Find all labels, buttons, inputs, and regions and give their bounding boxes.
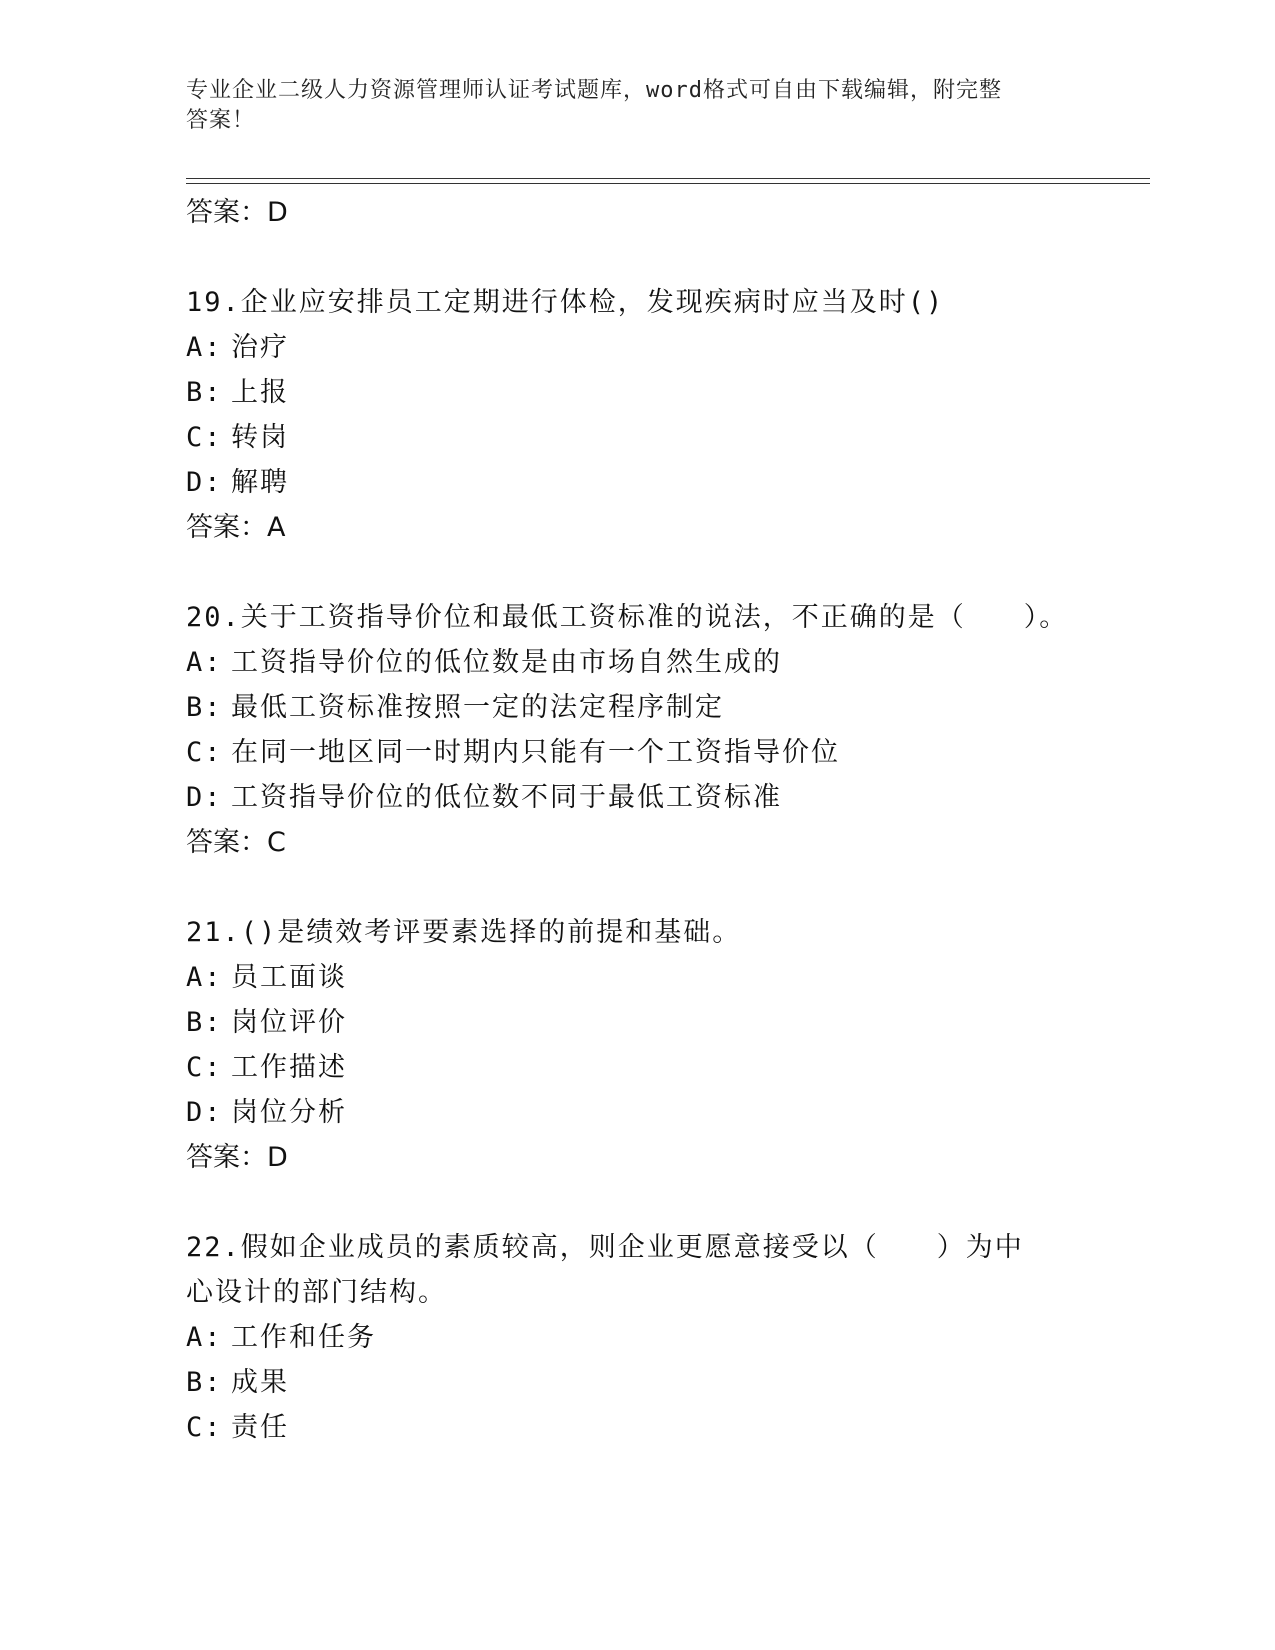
option-text: 在同一地区同一时期内只能有一个工资指导价位 bbox=[231, 737, 840, 768]
option-text: 治疗 bbox=[231, 332, 289, 363]
option-text: 转岗 bbox=[231, 422, 289, 453]
option-text: 工资指导价位的低位数不同于最低工资标准 bbox=[231, 782, 782, 813]
question-stem: 20.关于工资指导价位和最低工资标准的说法，不正确的是（ ）。 bbox=[186, 602, 1069, 633]
question-stem: 21.()是绩效考评要素选择的前提和基础。 bbox=[186, 917, 742, 948]
option-key: A: bbox=[186, 1322, 223, 1353]
option-b bbox=[186, 370, 1146, 415]
option-d bbox=[186, 460, 1146, 505]
option-c bbox=[186, 730, 1146, 775]
question-stem: 19.企业应安排员工定期进行体检，发现疾病时应当及时() bbox=[186, 287, 945, 318]
option-a bbox=[186, 325, 1146, 370]
header-divider-bottom bbox=[186, 183, 1150, 184]
header-line-2: 答案！ bbox=[186, 108, 256, 133]
question-item bbox=[186, 280, 1146, 551]
option-key: B: bbox=[186, 377, 223, 408]
option-b bbox=[186, 1360, 1146, 1405]
option-text: 上报 bbox=[231, 377, 289, 408]
question-stem: 22.假如企业成员的素质较高，则企业更愿意接受以（ ）为中心设计的部门结构。 bbox=[186, 1232, 1024, 1308]
option-text: 员工面谈 bbox=[231, 962, 347, 993]
option-key: D: bbox=[186, 1097, 223, 1128]
option-key: C: bbox=[186, 422, 223, 453]
option-key: B: bbox=[186, 1367, 223, 1398]
page-header bbox=[186, 76, 1086, 136]
option-d bbox=[186, 1090, 1146, 1135]
option-key: D: bbox=[186, 467, 223, 498]
header-line-1: 专业企业二级人力资源管理师认证考试题库，word格式可自由下载编辑，附完整 bbox=[186, 78, 1002, 103]
option-key: A: bbox=[186, 962, 223, 993]
option-text: 责任 bbox=[231, 1412, 289, 1443]
option-text: 工作和任务 bbox=[231, 1322, 376, 1353]
question-list bbox=[186, 190, 1146, 1450]
option-text: 岗位评价 bbox=[231, 1007, 347, 1038]
option-text: 工作描述 bbox=[231, 1052, 347, 1083]
answer-line: 答案：D bbox=[186, 1142, 288, 1173]
option-a bbox=[186, 955, 1146, 1000]
option-d bbox=[186, 775, 1146, 820]
option-b bbox=[186, 685, 1146, 730]
answer-line: 答案：C bbox=[186, 827, 286, 858]
answer-line: 答案：A bbox=[186, 512, 286, 543]
option-key: B: bbox=[186, 692, 223, 723]
option-key: A: bbox=[186, 332, 223, 363]
option-text: 岗位分析 bbox=[231, 1097, 347, 1128]
option-a bbox=[186, 1315, 1146, 1360]
option-text: 解聘 bbox=[231, 467, 289, 498]
option-c bbox=[186, 1045, 1146, 1090]
option-c bbox=[186, 1405, 1146, 1450]
option-key: D: bbox=[186, 782, 223, 813]
option-key: C: bbox=[186, 1052, 223, 1083]
option-a bbox=[186, 640, 1146, 685]
option-text: 成果 bbox=[231, 1367, 289, 1398]
option-key: B: bbox=[186, 1007, 223, 1038]
question-item bbox=[186, 595, 1146, 866]
answer-line: 答案：D bbox=[186, 197, 288, 228]
option-c bbox=[186, 415, 1146, 460]
option-text: 工资指导价位的低位数是由市场自然生成的 bbox=[231, 647, 782, 678]
header-divider-top bbox=[186, 178, 1150, 179]
option-key: A: bbox=[186, 647, 223, 678]
question-item bbox=[186, 1225, 1146, 1450]
question-item bbox=[186, 910, 1146, 1181]
option-key: C: bbox=[186, 1412, 223, 1443]
option-key: C: bbox=[186, 737, 223, 768]
option-b bbox=[186, 1000, 1146, 1045]
option-text: 最低工资标准按照一定的法定程序制定 bbox=[231, 692, 724, 723]
